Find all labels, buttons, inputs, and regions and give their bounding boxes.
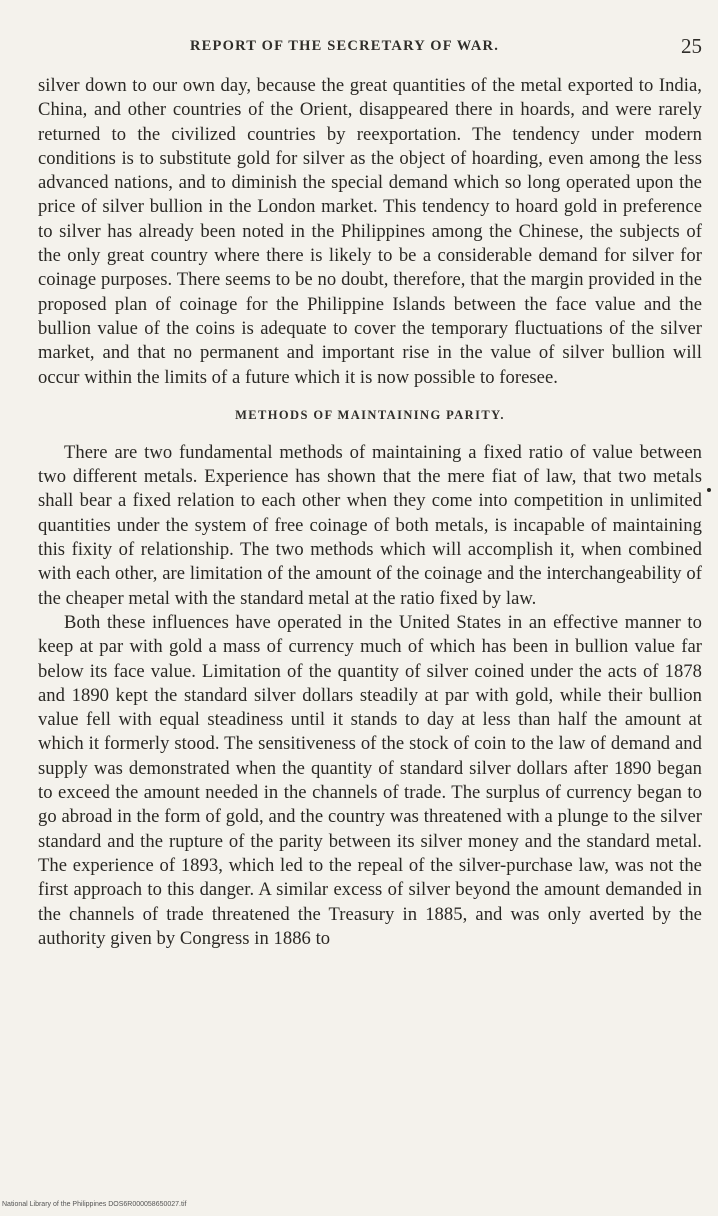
scan-speck-mark (707, 488, 711, 492)
body-text (38, 74, 702, 951)
paragraph-silver-hoarding: silver down to our own day, because the great quantities of the metal exported to India, China, and other countries of the Orient, disappeared there in hoards, and were rarely returned to the civilized countries by reexportation. The tendency under modern conditions is to substitute gold for silver as the object of hoarding, even among the less advanced nations, and to diminish the special demand which so long operated upon the price of silver bullion in the London market. This tendency to hoard gold in preference to silver has already been noted in the Philippines among the Chinese, the subjects of the only great country where there is likely to be a considerable demand for silver for coinage purposes. There seems to be no doubt, therefore, that the margin provided in the proposed plan of coinage for the Philippine Islands between the face value and the bullion value of the coins is adequate to cover the temporary fluctuations of the silver market, and that no permanent and important rise in the value of silver bullion will occur within the limits of a future which it is now possible to foresee. (38, 75, 702, 388)
section-heading: METHODS OF MAINTAINING PARITY. (235, 407, 505, 422)
running-title: REPORT OF THE SECRETARY OF WAR. (190, 38, 500, 54)
page-number: 25 (681, 34, 702, 58)
paragraph-fundamental-methods: There are two fundamental methods of maintaining a fixed ratio of value between two different metals. Experience has shown that the mere fiat of law, that two metals shall bear a fixed relation to each other when they come into competition in unlimited quantities under the system of free coinage of both metals, is incapable of maintaining this fixity of relationship. The two methods which will accomplish it, when combined with each other, are limitation of the amount of the coinage and the interchangeability of the cheaper metal with the standard metal at the ratio fixed by law. (38, 441, 702, 609)
paragraph-united-states-parity: Both these influences have operated in the United States in an effective manner to keep at par with gold a mass of currency much of which has been in bullion value far below its face value. Limitation of the quantity of silver coined under the acts of 1878 and 1890 kept the standard silver dollars steadily at par with gold, while their bullion value fell with equal steadiness until it stands to day at less than half the amount at which it formerly stood. The sensitiveness of the stock of coin to the law of demand and supply was demonstrated when the quantity of standard silver dollars after 1890 began to exceed the amount needed in the channels of trade. The surplus of currency began to go abroad in the form of gold, and the country was threatened with a plunge to the silver standard and the rupture of the parity between its silver money and the standard metal. The experience of 1893, which led to the repeal of the silver-purchase law, was not the first approach to this danger. A similar excess of silver beyond the amount demanded in the channels of trade threatened the Treasury in 1885, and was only averted by the authority given by Congress in 1886 to (38, 611, 702, 949)
scan-credit: National Library of the Philippines DOS6R000058650027.tif (2, 1201, 187, 1208)
running-head (0, 34, 718, 60)
